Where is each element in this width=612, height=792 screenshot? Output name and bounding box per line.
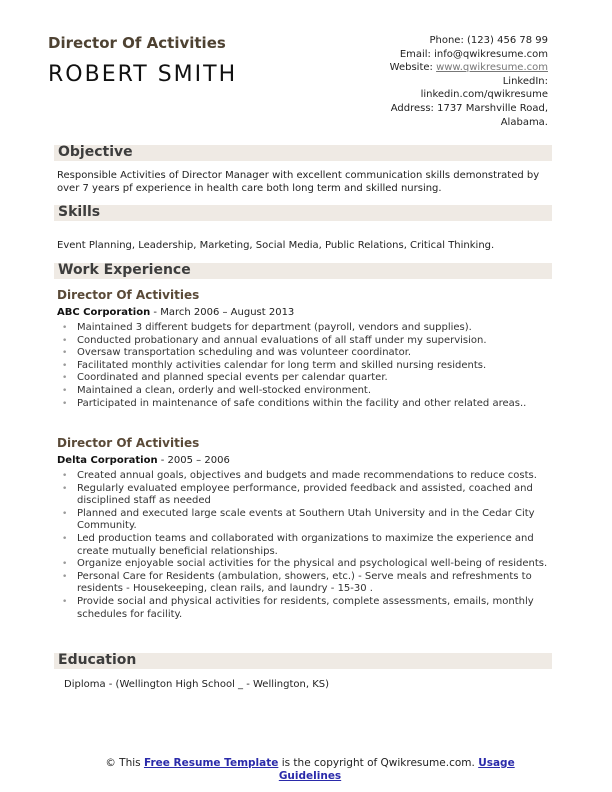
bullet-item: • Planned and executed large scale events at Southern Utah University and in the Cedar City Community. <box>62 508 552 533</box>
job-dates: - 2005 – 2006 <box>157 455 230 466</box>
contact-email <box>308 48 548 62</box>
objective-section-header <box>54 145 552 161</box>
address-label: Address: <box>390 102 434 114</box>
usage-guidelines-link[interactable]: Usage Guidelines <box>278 757 515 782</box>
skills-text: Event Planning, Leadership, Marketing, Social Media, Public Relations, Critical Thinking. <box>57 240 495 251</box>
bullet-item: • Coordinated and planned special events per calendar quarter. <box>62 372 552 385</box>
free-resume-template-link[interactable]: Free Resume Template <box>143 757 279 769</box>
website-label: Website: <box>389 62 433 74</box>
work-experience-title: Work Experience <box>58 262 191 278</box>
bullet-item: • Personal Care for Residents (ambulation, showers, etc.) - Serve meals and refreshments to residents - Housekeeping, clean rails, and laundry - 15-30 . <box>62 571 552 596</box>
company-line <box>57 307 294 318</box>
bullet-item: • Maintained a clean, orderly and well-stocked environment. <box>62 385 552 398</box>
company-line <box>57 455 230 466</box>
bullet-item: • Provide social and physical activities for residents, complete assessments, emails, monthly schedules for facility. <box>62 596 552 621</box>
bullet-item: • Oversaw transportation scheduling and was volunteer coordinator. <box>62 347 552 360</box>
candidate-name: ROBERT SMITH <box>48 62 238 87</box>
bullet-item: • Regularly evaluated employee performance, provided feedback and assisted, coached and disciplined staff as needed <box>62 483 552 508</box>
address-line1: 1737 Marshville Road, <box>437 102 548 114</box>
website-link[interactable]: www.qwikresume.com <box>436 62 548 74</box>
copyright-footer <box>80 757 540 783</box>
education-text: Diploma - (Wellington High School _ - Wellington, KS) <box>64 679 330 690</box>
contact-linkedin-label: LinkedIn: <box>502 75 548 87</box>
bullet-item: • Facilitated monthly activities calendar for long term and skilled nursing residents. <box>62 360 552 373</box>
footer-middle: is the copyright of Qwikresume.com. <box>278 757 479 769</box>
bullet-item: • Conducted probationary and annual evaluations of all staff under my supervision. <box>62 335 552 348</box>
contact-website <box>308 61 548 75</box>
objective-text: Responsible Activities of Director Manager with excellent communication skills demonstrated by over 7 years pf experience in health care both long term and skilled nursing. <box>57 170 540 194</box>
company-name: ABC Corporation <box>57 307 151 318</box>
email-label: Email: <box>399 48 431 60</box>
job-title: Director Of Activities <box>48 34 226 52</box>
skills-title: Skills <box>58 204 101 220</box>
contact-block <box>308 34 548 129</box>
email-value: info@qwikresume.com <box>434 48 548 60</box>
job-bullets <box>62 322 552 410</box>
bullet-item: • Led production teams and collaborated with organizations to maximize the experience and create mutually beneficial relationships. <box>62 533 552 558</box>
objective-title: Objective <box>58 144 133 160</box>
contact-linkedin: linkedin.com/qwikresume <box>420 89 548 101</box>
bullet-item: • Organize enjoyable social activities for the physical and psychological well-being of residents. <box>62 558 552 571</box>
bullet-item: • Created annual goals, objectives and budgets and made recommendations to reduce costs. <box>62 470 552 483</box>
skills-section-header <box>54 205 552 221</box>
bullet-item: • Participated in maintenance of safe conditions within the facility and other related areas.. <box>62 398 552 411</box>
job-bullets <box>62 470 552 621</box>
job-heading: Director Of Activities <box>57 288 200 302</box>
contact-address <box>308 102 548 116</box>
job-heading: Director Of Activities <box>57 436 200 450</box>
company-name: Delta Corporation <box>57 455 158 466</box>
contact-phone <box>308 34 548 48</box>
address-line2: Alabama. <box>500 116 548 128</box>
education-section-header <box>54 653 552 669</box>
bullet-item: • Maintained 3 different budgets for department (payroll, vendors and supplies). <box>62 322 552 335</box>
education-title: Education <box>58 652 137 668</box>
work-experience-section-header <box>54 263 552 279</box>
phone-label: Phone: <box>429 35 464 46</box>
resume-header <box>48 34 564 134</box>
footer-prefix: © This <box>105 757 144 769</box>
phone-value: (123) 456 78 99 <box>467 35 548 46</box>
job-dates: - March 2006 – August 2013 <box>150 307 295 318</box>
